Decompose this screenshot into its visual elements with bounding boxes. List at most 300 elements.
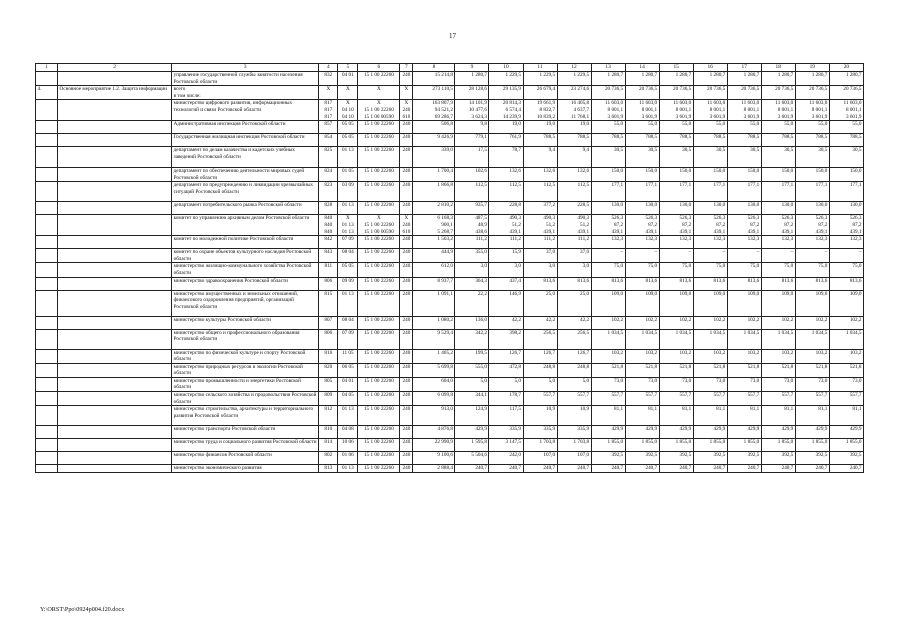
amount-cell: 1 080,2 [413, 316, 455, 329]
event-name [58, 406, 172, 426]
amount-cell: 240,7 [727, 465, 761, 473]
amount-cell: 107,0 [523, 452, 557, 465]
amount-cell: 521,8 [659, 363, 693, 377]
amount-cell: 788,5 [693, 134, 727, 147]
amount-cell: 228,5 [557, 202, 591, 215]
page-number: 17 [449, 32, 456, 40]
csr-code: 15 1 00 22260 [358, 316, 400, 329]
amount-cell: 136,0 [455, 316, 489, 329]
amount-cell: 557,7 [659, 392, 693, 406]
table-row [36, 202, 864, 215]
column-number: 20 [829, 64, 863, 72]
amount-cell: 11 603,0 8 001,1 3 601,9 [591, 100, 625, 121]
amount-cell: 779,1 [455, 134, 489, 147]
table-row [36, 182, 864, 202]
column-number: 7 [400, 64, 413, 72]
amount-cell: 339,0 [413, 147, 455, 168]
rzpr-code: 10 06 [338, 439, 358, 452]
column-number: 18 [761, 64, 795, 72]
amount-cell: – [659, 249, 693, 263]
csr-code: 15 1 00 22260 [358, 121, 400, 134]
amount-cell: 19,0 [523, 121, 557, 134]
csr-code: Х 15 1 00 22260 15 1 00 00590 [358, 100, 400, 121]
amount-cell: 103,2 [795, 349, 829, 363]
amount-cell: 150,0 [727, 168, 761, 182]
amount-cell: 103,2 [761, 349, 795, 363]
amount-cell: 526,3 87,2 439,1 [727, 215, 761, 236]
table-row [36, 249, 864, 263]
vr-code: 240 [400, 316, 413, 329]
amount-cell: 81,1 [761, 406, 795, 426]
rzpr-code: 01 13 [338, 465, 358, 473]
vr-code: 240 [400, 439, 413, 452]
amount-cell: 557,7 [829, 392, 863, 406]
rzpr-code: 04 05 [338, 392, 358, 406]
amount-cell: 109,0 [659, 290, 693, 316]
rzpr-code: 05 05 [338, 121, 358, 134]
amount-cell: 109,0 [727, 290, 761, 316]
amount-cell: 130,0 [591, 202, 625, 215]
amount-cell: 526,3 87,2 439,1 [591, 215, 625, 236]
amount-cell: 1 855,0 [591, 439, 625, 452]
amount-cell: – [761, 249, 795, 263]
amount-cell: 813,6 [557, 277, 591, 290]
table-row [36, 349, 864, 363]
grbs-code: 816 [319, 349, 338, 363]
amount-cell: 10,9 [523, 406, 557, 426]
amount-cell: 604,0 [413, 377, 455, 391]
vr-code: 240 [400, 249, 413, 263]
amount-cell: 20 736,5 [591, 86, 625, 100]
amount-cell: 1 855,0 [625, 439, 659, 452]
amount-cell: 521,8 [693, 363, 727, 377]
csr-code: 15 1 00 22260 [358, 263, 400, 277]
column-number: 19 [795, 64, 829, 72]
amount-cell: 130,0 [693, 202, 727, 215]
amount-cell: 132,3 [693, 236, 727, 249]
rzpr-code: 11 05 [338, 349, 358, 363]
amount-cell: 1 034,5 [761, 329, 795, 349]
amount-cell: 240,7 [659, 465, 693, 473]
amount-cell: 130,0 [761, 202, 795, 215]
amount-cell: 398,2 [489, 329, 523, 349]
amount-cell: 228,8 [489, 202, 523, 215]
amount-cell: 1 280,7 [659, 72, 693, 86]
table-row [36, 147, 864, 168]
amount-cell: 526,3 87,2 439,1 [795, 215, 829, 236]
vr-code: Х 240 610 [400, 215, 413, 236]
amount-cell: 1 855,0 [761, 439, 795, 452]
csr-code: 15 1 00 22260 [358, 277, 400, 290]
amount-cell: 392,5 [727, 452, 761, 465]
amount-cell: 1 280,7 [455, 72, 489, 86]
row-number [36, 249, 58, 263]
rzpr-code: 01 13 [338, 290, 358, 316]
amount-cell: 788,5 [795, 134, 829, 147]
column-number: 10 [489, 64, 523, 72]
amount-cell: 240,7 [625, 465, 659, 473]
amount-cell: 111,2 [455, 236, 489, 249]
amount-cell: 37,0 [523, 249, 557, 263]
amount-cell: 557,7 [625, 392, 659, 406]
amount-cell: 73,0 [795, 377, 829, 391]
amount-cell: 240,7 [455, 465, 489, 473]
amount-cell: 5 699,8 [413, 363, 455, 377]
amount-cell: 73,0 [761, 377, 795, 391]
amount-cell: 103,2 [829, 349, 863, 363]
grbs-code: 815 [319, 290, 338, 316]
amount-cell: 30,5 [591, 147, 625, 168]
amount-cell: 37,0 [557, 249, 591, 263]
executor-name: департамент по предупреждению и ликвидации чрезвычайных ситуаций Ростовской области [172, 182, 319, 202]
csr-code: 15 1 00 22260 [358, 134, 400, 147]
amount-cell: 177,1 [727, 182, 761, 202]
amount-cell: 111,2 [523, 236, 557, 249]
vr-code: Х 240 610 [400, 100, 413, 121]
grbs-code: 823 [319, 182, 338, 202]
event-name [58, 392, 172, 406]
executor-name: министерство общего и профессионального образования Ростовской области [172, 329, 319, 349]
grbs-code: Х [319, 86, 338, 100]
amount-cell: 78,7 [489, 147, 523, 168]
amount-cell: 75,0 [829, 263, 863, 277]
rzpr-code: 05 05 [338, 263, 358, 277]
amount-cell: 813,6 [591, 277, 625, 290]
rzpr-code: 01 13 [338, 202, 358, 215]
amount-cell: 102,2 [795, 316, 829, 329]
amount-cell: 112,5 [523, 182, 557, 202]
event-name [58, 147, 172, 168]
amount-cell: 788,5 [727, 134, 761, 147]
event-name [58, 277, 172, 290]
amount-cell: 342,2 [455, 329, 489, 349]
file-path-footer: Y:\ORST\Ppo\0924p004.f20.docx [40, 606, 125, 613]
grbs-code: 812 [319, 406, 338, 426]
amount-cell: 240,7 [489, 465, 523, 473]
amount-cell: 355,0 [455, 249, 489, 263]
amount-cell: 429,9 [659, 426, 693, 439]
amount-cell: 526,3 87,2 439,1 [659, 215, 693, 236]
amount-cell: 429,9 [761, 426, 795, 439]
amount-cell: 132,3 [727, 236, 761, 249]
amount-cell: 3,0 [489, 263, 523, 277]
event-name [58, 329, 172, 349]
amount-cell: 240,7 [829, 465, 863, 473]
csr-code: 15 1 00 22260 [358, 349, 400, 363]
csr-code: 15 1 00 22260 [358, 236, 400, 249]
grbs-code: 807 [319, 316, 338, 329]
amount-cell: 130,0 [795, 202, 829, 215]
table-row [36, 426, 864, 439]
amount-cell: 177,1 [761, 182, 795, 202]
amount-cell: 102,2 [625, 316, 659, 329]
amount-cell: 5,0 [557, 377, 591, 391]
grbs-code: 814 [319, 439, 338, 452]
amount-cell: 132,3 [659, 236, 693, 249]
amount-cell: 557,7 [523, 392, 557, 406]
amount-cell: 377,2 [523, 202, 557, 215]
amount-cell: 392,5 [625, 452, 659, 465]
amount-cell: 124,9 [455, 406, 489, 426]
amount-cell: 30,5 [829, 147, 863, 168]
grbs-code: 820 [319, 363, 338, 377]
table-row [36, 86, 864, 100]
event-name [58, 465, 172, 473]
amount-cell: 30,5 [795, 147, 829, 168]
amount-cell: 240,7 [591, 465, 625, 473]
amount-cell: 102,2 [693, 316, 727, 329]
amount-cell: 557,7 [557, 392, 591, 406]
executor-name: комитет по охране объектов культурного наследия Ростовской области [172, 249, 319, 263]
event-name [58, 363, 172, 377]
amount-cell: 11 603,0 8 001,1 3 601,9 [693, 100, 727, 121]
amount-cell: – [829, 249, 863, 263]
amount-cell: 150,0 [761, 168, 795, 182]
vr-code: 240 [400, 168, 413, 182]
amount-cell: 526,3 87,2 439,1 [829, 215, 863, 236]
amount-cell: 3,0 [557, 263, 591, 277]
table-row [36, 392, 864, 406]
row-number [36, 465, 58, 473]
amount-cell: 81,1 [829, 406, 863, 426]
event-name [58, 349, 172, 363]
table-row [36, 439, 864, 452]
amount-cell: 813,6 [693, 277, 727, 290]
amount-cell: 42,2 [557, 316, 591, 329]
amount-cell: 9,4 [523, 147, 557, 168]
amount-cell: 103,2 [727, 349, 761, 363]
column-number: 16 [693, 64, 727, 72]
amount-cell: 81,1 [625, 406, 659, 426]
amount-cell: 20 736,5 [625, 86, 659, 100]
amount-cell: 1 700,4 [413, 168, 455, 182]
vr-code: 240 [400, 426, 413, 439]
rzpr-code: Х 04 10 04 10 [338, 100, 358, 121]
amount-cell: 521,8 [591, 363, 625, 377]
grbs-code: 813 [319, 465, 338, 473]
rzpr-code: 08 04 [338, 316, 358, 329]
table-row [36, 329, 864, 349]
amount-cell: 20 736,5 [693, 86, 727, 100]
vr-code: 240 [400, 465, 413, 473]
amount-cell: 490,3 51,2 439,1 [489, 215, 523, 236]
rzpr-code: 06 05 [338, 363, 358, 377]
amount-cell: 9 529,4 [413, 329, 455, 349]
executor-name: Административная инспекция Ростовской области [172, 121, 319, 134]
csr-code: 15 1 00 22260 [358, 168, 400, 182]
grbs-code: 828 [319, 202, 338, 215]
amount-cell: 487,5 48,9 438,6 [455, 215, 489, 236]
amount-cell: 55,0 [591, 121, 625, 134]
amount-cell: 177,1 [659, 182, 693, 202]
amount-cell: 2 888,4 [413, 465, 455, 473]
amount-cell: 150,0 [659, 168, 693, 182]
amount-cell: 344,1 [455, 392, 489, 406]
amount-cell: 1 034,5 [591, 329, 625, 349]
executor-name: управление государственной службы занятости населения Ростовской области [172, 72, 319, 86]
event-name [58, 182, 172, 202]
amount-cell: 9,8 [455, 121, 489, 134]
amount-cell: 102,2 [591, 316, 625, 329]
amount-cell: 1 280,7 [727, 72, 761, 86]
event-name [58, 168, 172, 182]
row-number [36, 236, 58, 249]
amount-cell: 9 426,9 [413, 134, 455, 147]
amount-cell: 20 736,5 [727, 86, 761, 100]
table-row [36, 121, 864, 134]
amount-cell: 73,0 [829, 377, 863, 391]
amount-cell: 132,6 [489, 168, 523, 182]
rzpr-code: 01 13 [338, 147, 358, 168]
rzpr-code: 05 05 [338, 134, 358, 147]
column-number: 11 [523, 64, 557, 72]
vr-code: 240 [400, 290, 413, 316]
amount-cell: 14 101,9 10 477,6 3 624,3 [455, 100, 489, 121]
amount-cell: 150,0 [795, 168, 829, 182]
executor-name: министерство транспорта Ростовской области [172, 426, 319, 439]
amount-cell: 788,5 [523, 134, 557, 147]
grbs-code: 805 [319, 377, 338, 391]
row-number [36, 426, 58, 439]
amount-cell: 526,3 87,2 439,1 [693, 215, 727, 236]
row-number [36, 452, 58, 465]
csr-code: 15 1 00 22260 [358, 290, 400, 316]
amount-cell: 5,0 [489, 377, 523, 391]
rzpr-code: 03 09 [338, 182, 358, 202]
amount-cell: 1 855,0 [693, 439, 727, 452]
amount-cell: 9 100,6 [413, 452, 455, 465]
amount-cell: 111,2 [489, 236, 523, 249]
amount-cell: 103,2 [625, 349, 659, 363]
executor-name: министерство сельского хозяйства и продовольствия Ростовской области [172, 392, 319, 406]
amount-cell: 813,6 [625, 277, 659, 290]
csr-code: 15 1 00 22260 [358, 202, 400, 215]
amount-cell: 526,3 87,2 439,1 [761, 215, 795, 236]
vr-code: 240 [400, 134, 413, 147]
amount-cell: 1 229,5 [523, 72, 557, 86]
amount-cell: 73,0 [727, 377, 761, 391]
rzpr-code: 04 01 [338, 72, 358, 86]
grbs-code: 832 [319, 72, 338, 86]
grbs-code: 842 [319, 236, 338, 249]
column-number: 3 [172, 64, 319, 72]
grbs-code: 854 [319, 134, 338, 147]
row-number [36, 202, 58, 215]
amount-cell: 25,0 [523, 290, 557, 316]
table-row [36, 377, 864, 391]
grbs-code: 857 [319, 121, 338, 134]
amount-cell: – [591, 249, 625, 263]
amount-cell: 1 034,5 [795, 329, 829, 349]
column-number: 8 [413, 64, 455, 72]
amount-cell: 55,0 [693, 121, 727, 134]
amount-cell: 102,2 [659, 316, 693, 329]
amount-cell: 132,6 [557, 168, 591, 182]
rzpr-code: Х [338, 86, 358, 100]
executor-name: всего в том числе: [172, 86, 319, 100]
grbs-code: 806 [319, 329, 338, 349]
executor-name: департамент потребительского рынка Ростовской области [172, 202, 319, 215]
amount-cell: 913,0 [413, 406, 455, 426]
amount-cell: 6 099,8 [413, 392, 455, 406]
amount-cell: 20 736,5 [795, 86, 829, 100]
amount-cell: 437,4 [489, 277, 523, 290]
amount-cell: 29 135,9 [489, 86, 523, 100]
amount-cell: 112,5 [455, 182, 489, 202]
amount-cell: 5,0 [455, 377, 489, 391]
amount-cell: 761,9 [489, 134, 523, 147]
amount-cell: 1 280,7 [693, 72, 727, 86]
amount-cell: 150,0 [625, 168, 659, 182]
amount-cell: 30,5 [693, 147, 727, 168]
amount-cell: 73,0 [659, 377, 693, 391]
column-number: 2 [58, 64, 172, 72]
amount-cell: 1 595,8 [455, 439, 489, 452]
row-number [36, 168, 58, 182]
amount-cell: 75,0 [795, 263, 829, 277]
executor-name: комитет по управлению архивным делом Ростовской области [172, 215, 319, 236]
column-number: 9 [455, 64, 489, 72]
amount-cell: 109,0 [591, 290, 625, 316]
amount-cell: 178,7 [489, 392, 523, 406]
table-row [36, 215, 864, 236]
amount-cell: 81,1 [795, 406, 829, 426]
amount-cell: 17,5 [455, 147, 489, 168]
amount-cell: 788,5 [829, 134, 863, 147]
amount-cell: 117,5 [489, 406, 523, 426]
amount-cell: 1 703,8 [523, 439, 557, 452]
amount-cell: 81,1 [591, 406, 625, 426]
column-number: 4 [319, 64, 338, 72]
csr-code: 15 1 00 22260 [358, 452, 400, 465]
amount-cell: 55,0 [659, 121, 693, 134]
amount-cell: 109,0 [625, 290, 659, 316]
amount-cell: 15 214,8 [413, 72, 455, 86]
amount-cell: 55,0 [829, 121, 863, 134]
amount-cell: 102,2 [761, 316, 795, 329]
amount-cell: 1 503,2 [413, 236, 455, 249]
amount-cell: 1 280,7 [829, 72, 863, 86]
vr-code: 240 [400, 406, 413, 426]
vr-code: 240 [400, 277, 413, 290]
event-name [58, 215, 172, 236]
amount-cell: 1 091,1 [413, 290, 455, 316]
amount-cell: 813,6 [795, 277, 829, 290]
amount-cell: 788,5 [659, 134, 693, 147]
amount-cell: 26 679,4 [523, 86, 557, 100]
rzpr-code: 01 13 [338, 406, 358, 426]
column-number: 5 [338, 64, 358, 72]
row-number [36, 215, 58, 236]
amount-cell: 813,6 [761, 277, 795, 290]
event-name [58, 452, 172, 465]
vr-code: 240 [400, 263, 413, 277]
amount-cell: 42,2 [489, 316, 523, 329]
amount-cell: 392,5 [591, 452, 625, 465]
amount-cell: 2 810,2 [413, 202, 455, 215]
amount-cell: 11 603,0 8 001,1 3 601,9 [659, 100, 693, 121]
amount-cell: 132,3 [795, 236, 829, 249]
amount-cell: 788,5 [591, 134, 625, 147]
column-number: 13 [591, 64, 625, 72]
executor-name: министерство строительства, архитектуры и территориального развития Ростовской области [172, 406, 319, 426]
table-row [36, 406, 864, 426]
amount-cell: 521,8 [625, 363, 659, 377]
rzpr-code: 01 05 [338, 168, 358, 182]
amount-cell: – [693, 249, 727, 263]
amount-cell: 126,7 [557, 349, 591, 363]
csr-code: 15 1 00 22260 [358, 392, 400, 406]
